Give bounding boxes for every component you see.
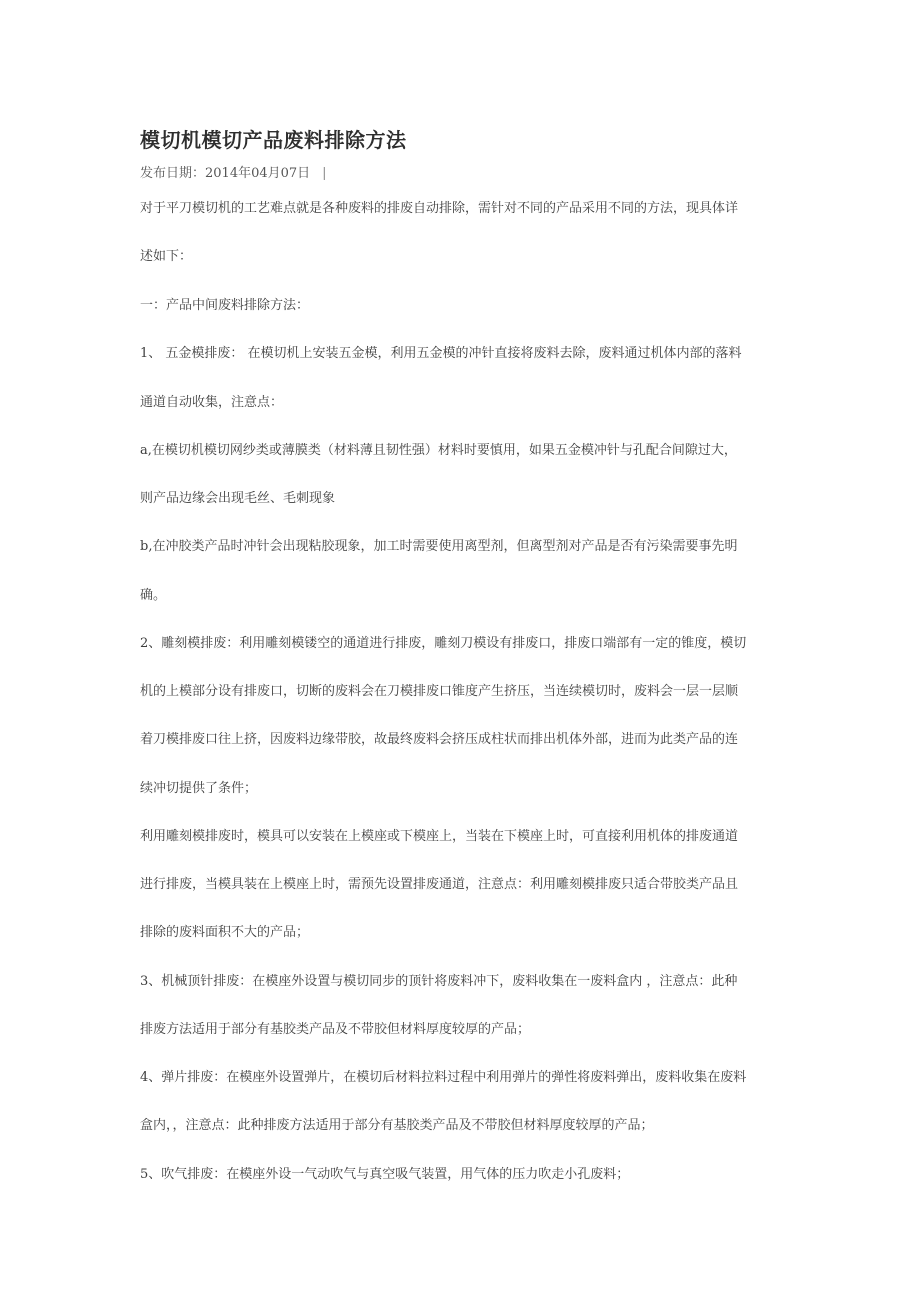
paragraph-line: 机的上模部分设有排废口，切断的废料会在刀模排废口锥度产生挤压，当连续模切时，废料会一层一层顺 xyxy=(140,684,739,699)
paragraph-line: 排除的废料面积不大的产品； xyxy=(140,925,310,940)
paragraph-line: 4、弹片排废：在模座外设置弹片，在模切后材料拉料过程中利用弹片的弹性将废料弹出，废料收集在废料 xyxy=(140,1070,747,1085)
paragraph-line: 一：产品中间废料排除方法： xyxy=(140,298,310,313)
paragraph-line: 2、雕刻模排废：利用雕刻模镂空的通道进行排废，雕刻刀模设有排废口，排废口端部有一定的锥度，模切 xyxy=(140,636,747,651)
paragraph-line: 排废方法适用于部分有基胶类产品及不带胶但材料厚度较厚的产品； xyxy=(140,1022,531,1037)
paragraph-line: a,在模切机模切网纱类或薄膜类（材料薄且韧性强）材料时要慎用，如果五金模冲针与孔配合间隙过大， xyxy=(140,443,737,458)
paragraph-line: 盒内，，注意点：此种排废方法适用于部分有基胶类产品及不带胶但材料厚度较厚的产品； xyxy=(140,1118,654,1133)
article-title: 模切机模切产品废料排除方法 xyxy=(140,128,407,152)
paragraph-line: 确。 xyxy=(140,588,167,603)
paragraph-line: 利用雕刻模排废时，模具可以安装在上模座或下模座上，当装在下模座上时，可直接利用机体的排废通道 xyxy=(140,829,739,844)
paragraph-line: 述如下： xyxy=(140,249,193,264)
paragraph-line: 1、 五金模排废： 在模切机上安装五金模，利用五金模的冲针直接将废料去除，废料通过机体内部的落料 xyxy=(140,346,742,361)
paragraph-line: 进行排废，当模具装在上模座上时，需预先设置排废通道，注意点：利用雕刻模排废只适合带胶类产品且 xyxy=(140,877,739,892)
paragraph-line: 着刀模排废口往上挤，因废料边缘带胶，故最终废料会挤压成柱状而排出机体外部，进而为此类产品的连 xyxy=(140,732,739,747)
paragraph-line: 对于平刀模切机的工艺难点就是各种废料的排废自动排除，需针对不同的产品采用不同的方法，现具体详 xyxy=(140,201,739,216)
paragraph-line: b,在冲胶类产品时冲针会出现粘胶现象，加工时需要使用离型剂，但离型剂对产品是否有污染需要事先明 xyxy=(140,539,738,554)
paragraph-line: 通道自动收集，注意点： xyxy=(140,395,284,410)
paragraph-line: 续冲切提供了条件； xyxy=(140,781,258,796)
meta-separator: | xyxy=(322,166,327,181)
publish-date-line xyxy=(140,162,327,181)
publish-date: 发布日期：2014年04月07日 xyxy=(140,166,311,181)
paragraph-line: 则产品边缘会出现毛丝、毛刺现象 xyxy=(140,491,336,506)
paragraph-line: 5、吹气排废：在模座外设一气动吹气与真空吸气装置，用气体的压力吹走小孔废料； xyxy=(140,1167,630,1182)
paragraph-line: 3、机械顶针排废：在模座外设置与模切同步的顶针将废料冲下，废料收集在一废料盒内 ，注意点：此种 xyxy=(140,974,738,989)
